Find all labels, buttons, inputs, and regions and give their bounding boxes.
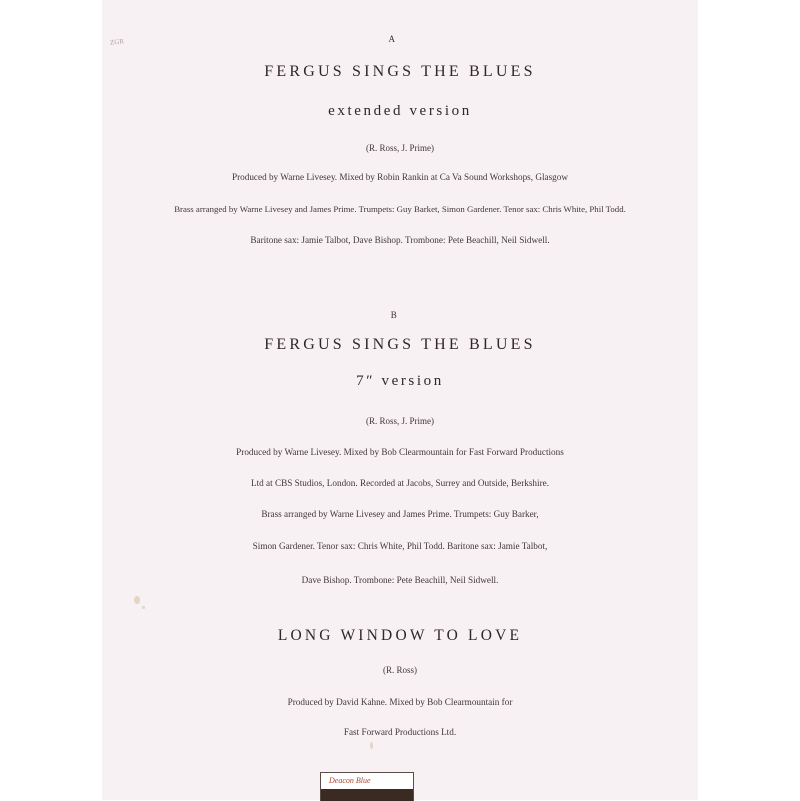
side-a-letter: A	[388, 34, 396, 44]
paper-speck	[370, 742, 373, 749]
album-thumbnail	[320, 772, 414, 801]
track-3-credit-line: Fast Forward Productions Ltd.	[343, 727, 457, 737]
side-b-credit-line: Produced by Warne Livesey. Mixed by Bob Clearmountain for Fast Forward Productions	[236, 447, 564, 457]
album-thumbnail-image	[321, 789, 413, 801]
track-3-writers: (R. Ross)	[382, 665, 417, 675]
side-b-credit-line: Simon Gardener. Tenor sax: Chris White, Phil Todd. Baritone sax: Jamie Talbot,	[252, 541, 548, 551]
track-3-credit-line: Produced by David Kahne. Mixed by Bob Clearmountain for	[287, 697, 513, 707]
side-b-title: FERGUS SINGS THE BLUES	[264, 336, 536, 353]
side-a-credit-line: Brass arranged by Warne Livesey and James Prime. Trumpets: Guy Barket, Simon Gardener. Tenor sax: Chris White, Phil Todd.	[174, 204, 626, 214]
side-a-writers: (R. Ross, J. Prime)	[365, 143, 434, 153]
album-thumbnail-label: Deacon Blue	[329, 776, 371, 785]
side-b-credit-line: Dave Bishop. Trombone: Pete Beachill, Neil Sidwell.	[301, 575, 499, 585]
side-b-writers: (R. Ross, J. Prime)	[365, 416, 434, 426]
side-b-subtitle: 7″ version	[356, 373, 444, 389]
track-3-title: LONG WINDOW TO LOVE	[277, 627, 523, 644]
side-a-credit-line: Produced by Warne Livesey. Mixed by Robin Rankin at Ca Va Sound Workshops, Glasgow	[231, 172, 569, 182]
side-a-subtitle: extended version	[328, 103, 472, 119]
side-b-credit-line: Brass arranged by Warne Livesey and James Prime. Trumpets: Guy Barker,	[261, 509, 539, 519]
corner-stamp: ZGR	[109, 37, 125, 47]
paper-speck	[134, 596, 140, 604]
paper-speck	[142, 606, 145, 609]
side-b-letter: B	[390, 310, 398, 320]
side-a-credit-line: Baritone sax: Jamie Talbot, Dave Bishop. Trombone: Pete Beachill, Neil Sidwell.	[250, 235, 550, 245]
side-b-credit-line: Ltd at CBS Studios, London. Recorded at Jacobs, Surrey and Outside, Berkshire.	[250, 478, 550, 488]
sleeve-page	[102, 0, 698, 800]
side-a-title: FERGUS SINGS THE BLUES	[264, 63, 536, 80]
